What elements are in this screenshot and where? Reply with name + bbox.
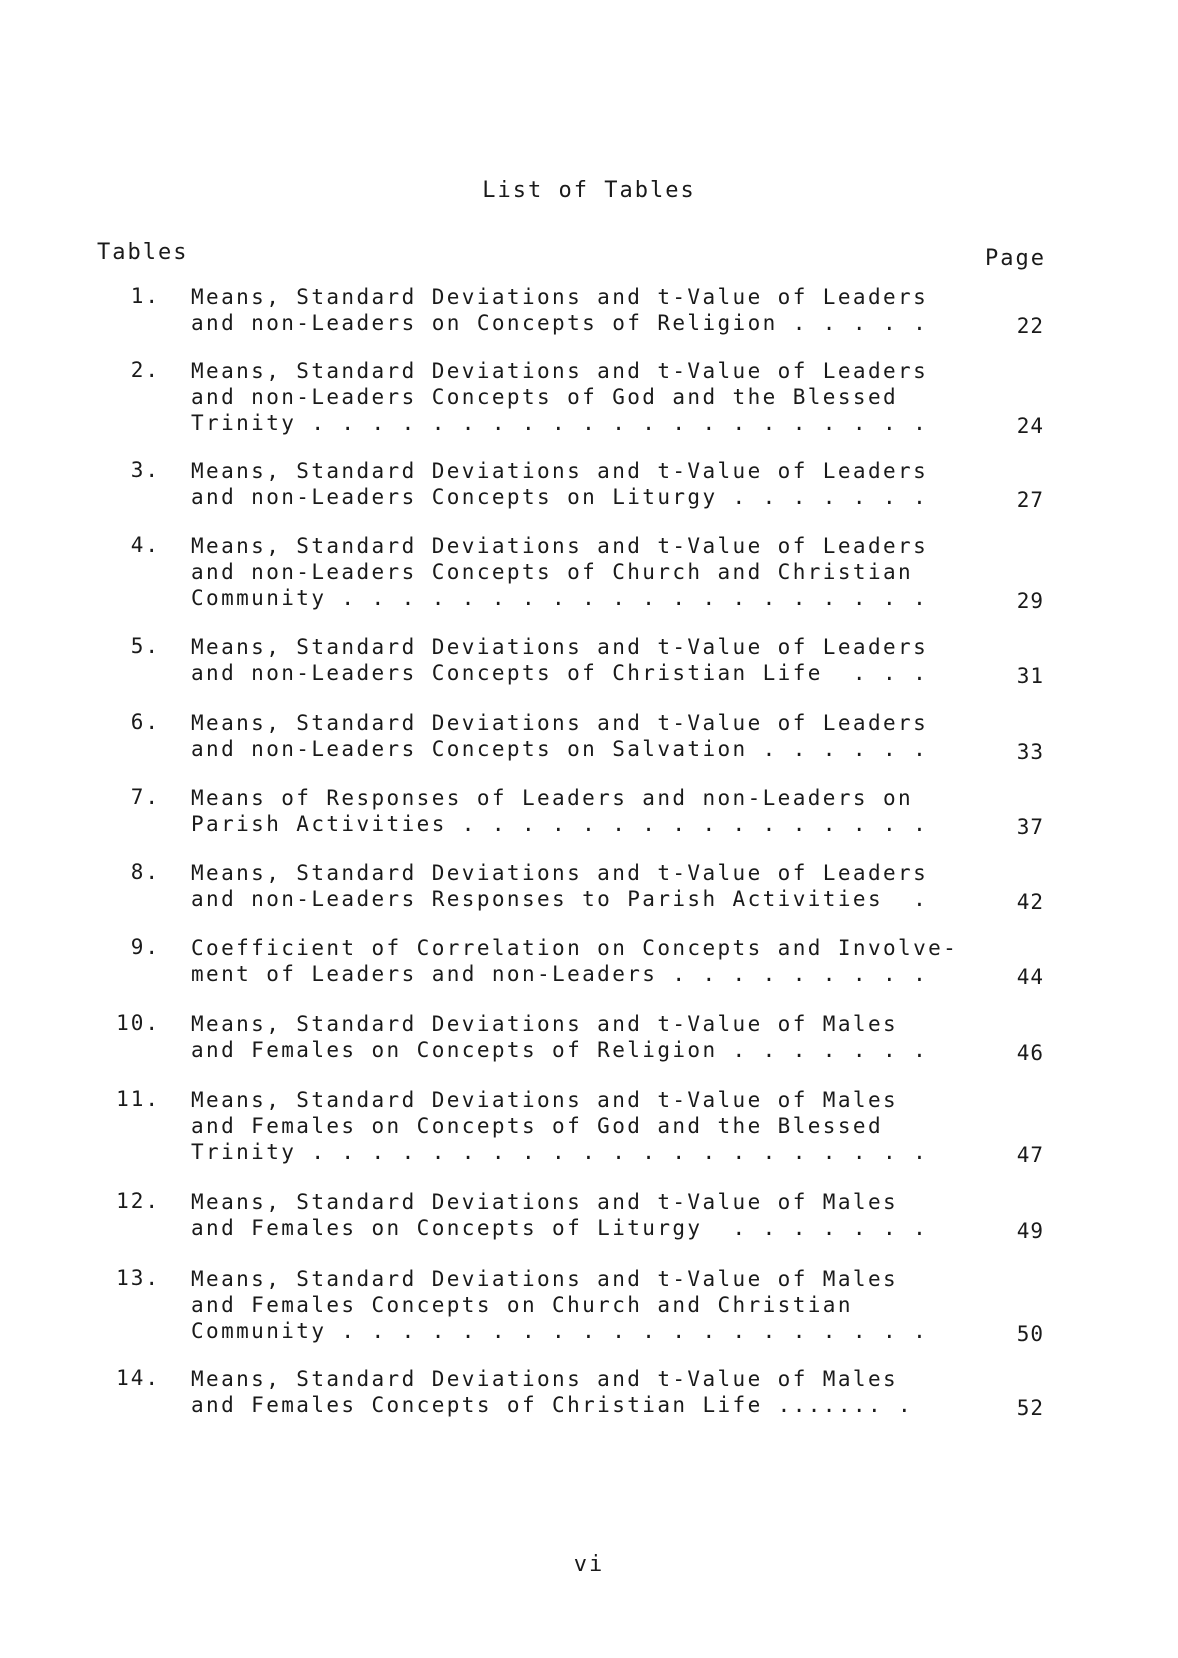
caption-line: Coefficient of Correlation on Concepts and Involve-: [191, 936, 959, 960]
caption-line: and Females Concepts on Church and Christian: [191, 1293, 853, 1317]
page-reference: 27: [1016, 488, 1044, 512]
caption-line: and non-Leaders Concepts of Christian Life . . .: [191, 661, 929, 685]
caption-line: and non-Leaders Concepts on Salvation . . . . . .: [191, 737, 929, 761]
table-number: 6.: [130, 710, 160, 734]
caption-line: Trinity . . . . . . . . . . . . . . . . . . . . .: [191, 411, 929, 435]
table-caption: [191, 533, 971, 611]
page-reference: 37: [1016, 815, 1044, 839]
caption-line: and non-Leaders on Concepts of Religion . . . . .: [191, 311, 929, 335]
table-caption: [191, 1087, 971, 1165]
page-reference: 33: [1016, 740, 1044, 764]
page-reference: 22: [1016, 314, 1044, 338]
table-number: 11.: [116, 1087, 160, 1111]
table-caption: [191, 1366, 971, 1418]
caption-line: Means, Standard Deviations and t-Value of Leaders: [191, 459, 929, 483]
caption-line: Means, Standard Deviations and t-Value of Leaders: [191, 285, 929, 309]
caption-line: and Females on Concepts of Liturgy . . . . . . .: [191, 1216, 929, 1240]
caption-line: Means, Standard Deviations and t-Value of Males: [191, 1190, 899, 1214]
table-number: 7.: [130, 785, 160, 809]
caption-line: Parish Activities . . . . . . . . . . . . . . . .: [191, 812, 929, 836]
table-number: 9.: [130, 935, 160, 959]
table-caption: [191, 785, 971, 837]
caption-line: Means, Standard Deviations and t-Value of Leaders: [191, 359, 929, 383]
table-number: 3.: [130, 458, 160, 482]
table-caption: [191, 284, 971, 336]
table-caption: [191, 710, 971, 762]
table-number: 5.: [130, 634, 160, 658]
page-reference: 31: [1016, 664, 1044, 688]
caption-line: and Females on Concepts of God and the Blessed: [191, 1114, 883, 1138]
caption-line: Means, Standard Deviations and t-Value of Leaders: [191, 711, 929, 735]
table-number: 8.: [130, 860, 160, 884]
table-number: 10.: [116, 1011, 160, 1035]
table-number: 13.: [116, 1266, 160, 1290]
page-reference: 52: [1016, 1396, 1044, 1420]
caption-line: Community . . . . . . . . . . . . . . . . . . . .: [191, 1319, 929, 1343]
caption-line: and non-Leaders Concepts of Church and Christian: [191, 560, 914, 584]
caption-line: Means, Standard Deviations and t-Value of Leaders: [191, 534, 929, 558]
caption-line: and Females Concepts of Christian Life ....... .: [191, 1393, 914, 1417]
caption-line: and non-Leaders Responses to Parish Activities .: [191, 887, 929, 911]
page-number-footer: vi: [573, 1552, 605, 1577]
caption-line: Means, Standard Deviations and t-Value of Leaders: [191, 635, 929, 659]
caption-line: Means of Responses of Leaders and non-Leaders on: [191, 786, 914, 810]
page-reference: 49: [1016, 1219, 1044, 1243]
caption-line: Means, Standard Deviations and t-Value of Males: [191, 1267, 899, 1291]
table-number: 2.: [130, 358, 160, 382]
page-title: List of Tables: [482, 178, 696, 203]
caption-line: Means, Standard Deviations and t-Value of Males: [191, 1367, 899, 1391]
page-reference: 50: [1016, 1322, 1044, 1346]
table-caption: [191, 458, 971, 510]
table-number: 1.: [130, 284, 160, 308]
table-number: 4.: [130, 533, 160, 557]
table-number: 12.: [116, 1189, 160, 1213]
caption-line: Means, Standard Deviations and t-Value of Leaders: [191, 861, 929, 885]
scan-watermark: [2, 1645, 4, 1652]
table-caption: [191, 358, 971, 436]
page-column-header: Page: [985, 246, 1046, 271]
table-caption: [191, 860, 971, 912]
page-reference: 46: [1016, 1041, 1044, 1065]
caption-line: ment of Leaders and non-Leaders . . . . . . . . .: [191, 962, 929, 986]
table-caption: [191, 935, 971, 987]
caption-line: Trinity . . . . . . . . . . . . . . . . . . . . .: [191, 1140, 929, 1164]
caption-line: Means, Standard Deviations and t-Value of Males: [191, 1012, 899, 1036]
table-caption: [191, 1189, 971, 1241]
table-caption: [191, 1266, 971, 1344]
table-caption: [191, 1011, 971, 1063]
page-reference: 29: [1016, 589, 1044, 613]
page-reference: 44: [1016, 965, 1044, 989]
table-caption: [191, 634, 971, 686]
page-reference: 42: [1016, 890, 1044, 914]
caption-line: Community . . . . . . . . . . . . . . . . . . . .: [191, 586, 929, 610]
page-reference: 47: [1016, 1143, 1044, 1167]
page-reference: 24: [1016, 414, 1044, 438]
tables-column-header: Tables: [97, 240, 189, 265]
caption-line: and non-Leaders Concepts on Liturgy . . . . . . .: [191, 485, 929, 509]
caption-line: and Females on Concepts of Religion . . . . . . .: [191, 1038, 929, 1062]
caption-line: and non-Leaders Concepts of God and the Blessed: [191, 385, 899, 409]
table-number: 14.: [116, 1366, 160, 1390]
caption-line: Means, Standard Deviations and t-Value of Males: [191, 1088, 899, 1112]
